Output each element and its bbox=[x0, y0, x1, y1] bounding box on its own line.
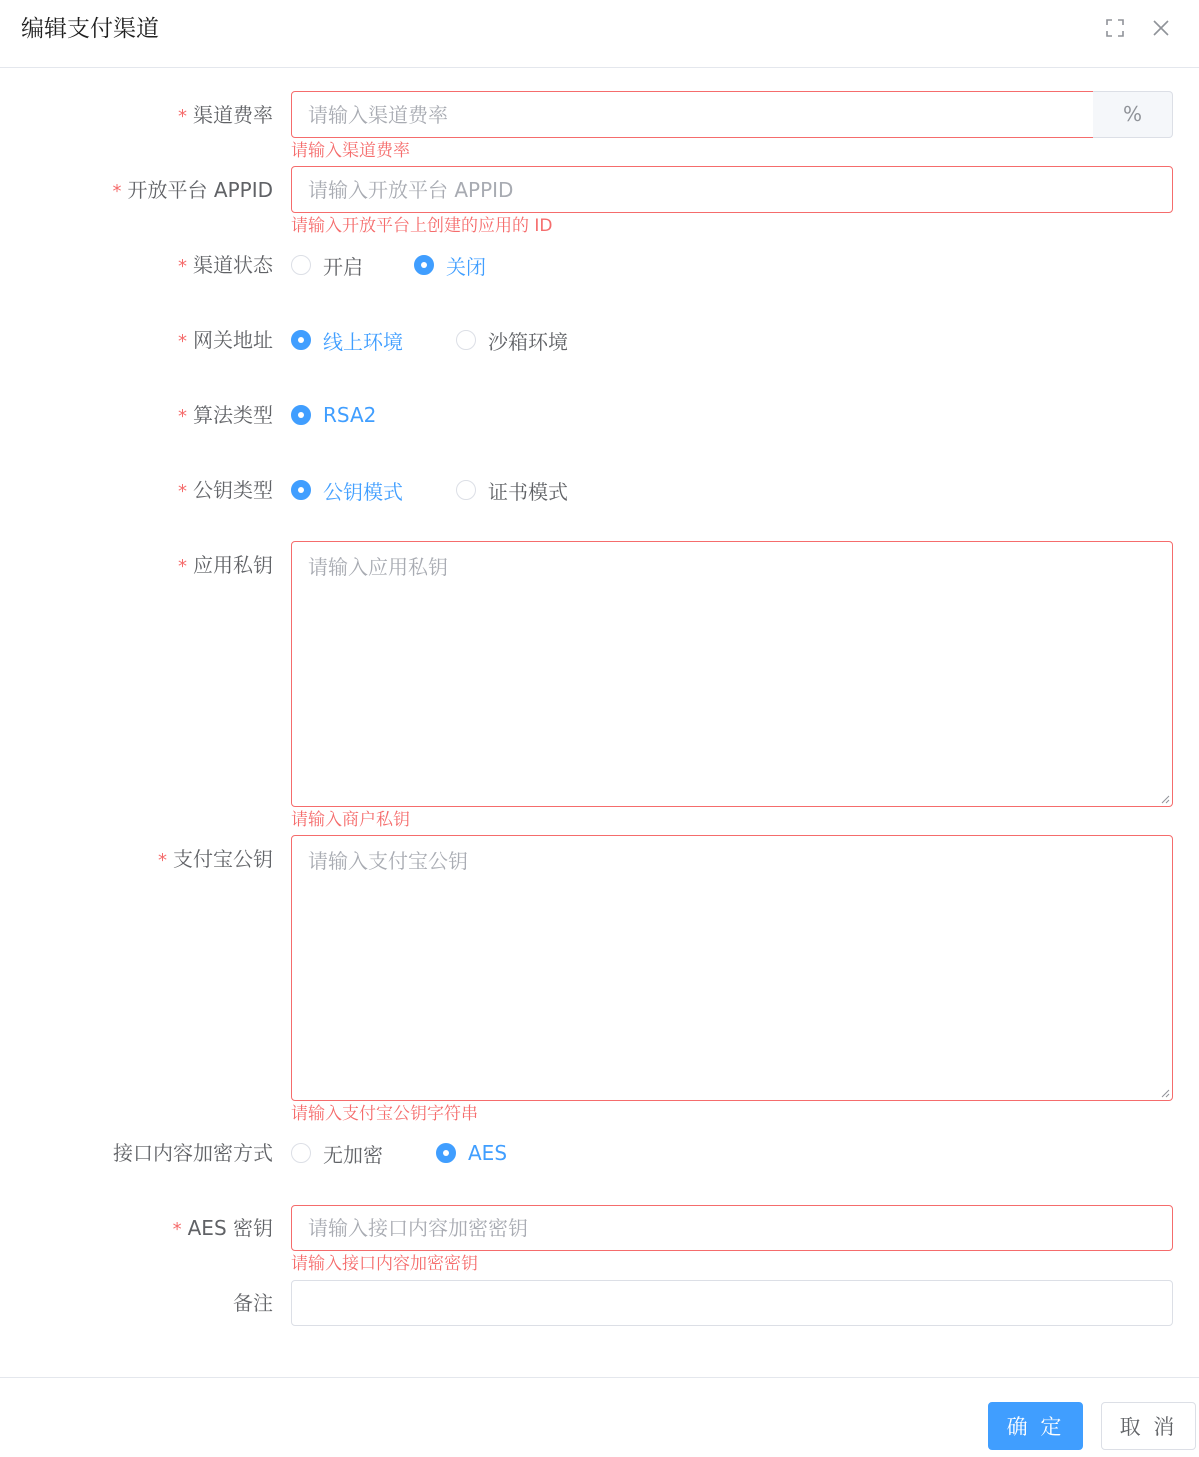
radio-checked-icon bbox=[291, 480, 311, 500]
aes-key-input[interactable] bbox=[291, 1205, 1173, 1251]
close-icon[interactable] bbox=[1147, 14, 1175, 42]
private-key-textarea[interactable] bbox=[291, 541, 1173, 807]
remark-label: 备注 bbox=[233, 1291, 273, 1315]
key-type-radio-public-key[interactable]: 公钥模式 bbox=[291, 467, 403, 513]
fee-rate-label: * 渠道费率 bbox=[178, 103, 273, 127]
dialog-title: 编辑支付渠道 bbox=[21, 16, 159, 42]
private-key-error: 请输入商户私钥 bbox=[291, 810, 410, 830]
gateway-radio-sandbox[interactable]: 沙箱环境 bbox=[456, 317, 568, 363]
encrypt-type-label: 接口内容加密方式 bbox=[113, 1141, 273, 1165]
aes-key-label: * AES 密钥 bbox=[172, 1216, 273, 1240]
aes-key-error: 请输入接口内容加密密钥 bbox=[291, 1254, 478, 1274]
percent-suffix: % bbox=[1093, 91, 1173, 138]
gateway-radio-production[interactable]: 线上环境 bbox=[291, 317, 403, 363]
sign-type-radio-rsa2[interactable]: RSA2 bbox=[291, 392, 376, 438]
alipay-public-key-label: * 支付宝公钥 bbox=[158, 847, 273, 871]
status-radio-close[interactable]: 关闭 bbox=[414, 242, 486, 288]
radio-circle-icon bbox=[456, 480, 476, 500]
radio-circle-icon bbox=[291, 255, 311, 275]
radio-circle-icon bbox=[456, 330, 476, 350]
app-id-error: 请输入开放平台上创建的应用的 ID bbox=[291, 216, 553, 236]
private-key-label: * 应用私钥 bbox=[178, 553, 273, 577]
encrypt-radio-aes[interactable]: AES bbox=[436, 1130, 507, 1176]
sign-type-label: * 算法类型 bbox=[178, 403, 273, 427]
app-id-label: * 开放平台 APPID bbox=[112, 178, 273, 202]
radio-checked-icon bbox=[291, 330, 311, 350]
key-type-radio-certificate[interactable]: 证书模式 bbox=[456, 467, 568, 513]
fullscreen-icon[interactable] bbox=[1101, 14, 1129, 42]
alipay-public-key-textarea[interactable] bbox=[291, 835, 1173, 1101]
encrypt-radio-none[interactable]: 无加密 bbox=[291, 1130, 383, 1176]
dialog-header bbox=[0, 0, 1199, 68]
radio-checked-icon bbox=[414, 255, 434, 275]
fee-rate-input[interactable] bbox=[291, 91, 1094, 138]
footer-divider bbox=[0, 1377, 1199, 1378]
confirm-button[interactable]: 确 定 bbox=[988, 1402, 1083, 1450]
key-type-label: * 公钥类型 bbox=[178, 478, 273, 502]
app-id-input[interactable] bbox=[291, 166, 1173, 213]
remark-input[interactable] bbox=[291, 1280, 1173, 1326]
radio-circle-icon bbox=[291, 1143, 311, 1163]
alipay-public-key-error: 请输入支付宝公钥字符串 bbox=[291, 1104, 478, 1124]
status-radio-open[interactable]: 开启 bbox=[291, 242, 363, 288]
gateway-label: * 网关地址 bbox=[178, 328, 273, 352]
cancel-button[interactable]: 取 消 bbox=[1101, 1402, 1196, 1450]
status-label: * 渠道状态 bbox=[178, 253, 273, 277]
fee-rate-error: 请输入渠道费率 bbox=[291, 141, 410, 161]
radio-checked-icon bbox=[291, 405, 311, 425]
radio-checked-icon bbox=[436, 1143, 456, 1163]
